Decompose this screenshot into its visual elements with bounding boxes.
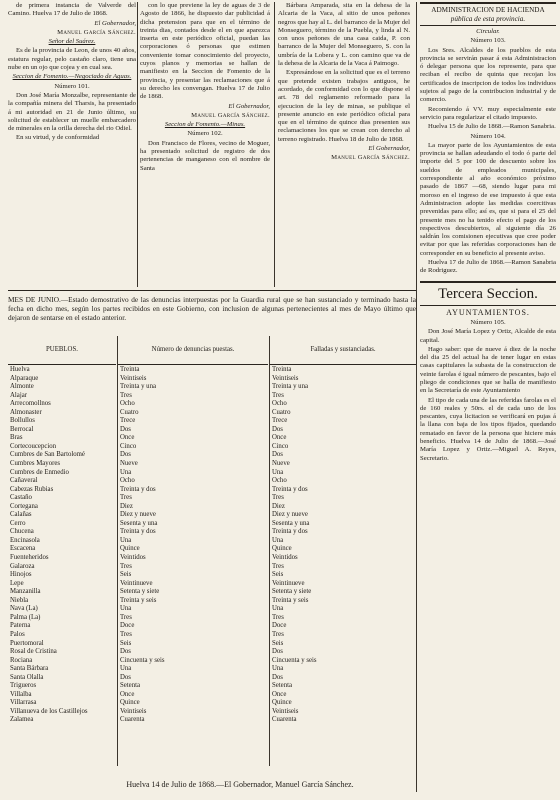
pueblo-cell: Cumbres Mayores <box>10 460 61 468</box>
falladas-cell: Tres <box>272 494 284 502</box>
falladas-cell: Una <box>272 536 284 544</box>
table-row <box>8 563 416 572</box>
column-3 <box>278 2 410 164</box>
falladas-cell: Tres <box>272 613 284 621</box>
denuncias-cell: Cuarenta <box>120 716 145 724</box>
pueblo-cell: Arrecomollnos <box>10 400 51 408</box>
pueblo-cell: Palma (La) <box>10 613 41 621</box>
table-row <box>8 494 416 503</box>
hacienda-header <box>420 2 556 26</box>
denuncias-cell: Treinta y seis <box>120 596 157 604</box>
table-row <box>8 657 416 666</box>
c1-paragraph-2: Es de la provincia de Leon, de unos 40 años, estatura regular, pelo castaño claro, tiene una nube en un ojo que cojea y en cual sea. <box>8 47 136 72</box>
table-body <box>8 366 416 725</box>
denuncias-cell: Dos <box>120 451 131 459</box>
pueblo-cell: Paterna <box>10 622 31 630</box>
denuncias-cell: Dos <box>120 648 131 656</box>
table-row <box>8 366 416 375</box>
c1-heading-1: Señor del Suárez. <box>48 38 96 46</box>
table-row <box>8 597 416 606</box>
denuncias-cell: Treinta y dos <box>120 528 156 536</box>
falladas-cell: Quince <box>272 545 292 553</box>
falladas-cell: Once <box>272 690 287 698</box>
pueblo-cell: Galaroza <box>10 562 35 570</box>
denuncias-cell: Dos <box>120 425 131 433</box>
c2-signature-name: Manuel García Sánchez. <box>191 111 270 119</box>
pueblo-cell: Bollullos <box>10 417 35 425</box>
falladas-cell: Treinta y dos <box>272 485 308 493</box>
denuncias-cell: Tres <box>120 630 132 638</box>
pueblo-cell: Escacena <box>10 545 36 553</box>
ayuntamientos-title: AYUNTAMIENTOS. <box>446 307 530 317</box>
table-top-rule <box>8 290 416 291</box>
falladas-cell: Cuatro <box>272 408 291 416</box>
header-pueblos: PUEBLOS. <box>8 336 116 365</box>
table-row <box>8 580 416 589</box>
table-row <box>8 443 416 452</box>
pueblo-cell: Trigueros <box>10 682 37 690</box>
pueblo-cell: Fuenteheridos <box>10 554 49 562</box>
denuncias-cell: Trece <box>120 417 136 425</box>
falladas-cell: Ocho <box>272 400 287 408</box>
falladas-cell: Dos <box>272 648 283 656</box>
pueblo-cell: Santa Bárbara <box>10 665 49 673</box>
falladas-cell: Ocho <box>272 477 287 485</box>
c4-number-1: Número 103. <box>470 37 506 45</box>
denuncias-cell: Veintiseis <box>120 707 147 715</box>
c3-signature-title: El Gobernador, <box>368 145 410 153</box>
denuncias-cell: Setenta <box>120 682 141 690</box>
denuncias-cell: Una <box>120 665 132 673</box>
denuncias-cell: Cuatro <box>120 408 139 416</box>
falladas-cell: Dos <box>272 673 283 681</box>
falladas-cell: Tres <box>272 391 284 399</box>
pueblo-cell: Alparaque <box>10 374 39 382</box>
denuncias-cell: Dos <box>120 673 131 681</box>
column-2 <box>140 2 270 174</box>
hacienda-subtitle: pública de esta provincia. <box>450 14 526 23</box>
c4-number-3: Número 105. <box>470 318 506 326</box>
pueblo-cell: Calañas <box>10 511 32 519</box>
falladas-cell: Una <box>272 605 284 613</box>
table-row <box>8 511 416 520</box>
table-row <box>8 486 416 495</box>
c4-paragraph-2: Recomiendo á VV. muy especialmente este servicio para regularizar el citado impuesto. <box>420 105 556 121</box>
pueblo-cell: Almonte <box>10 383 34 391</box>
table-row <box>8 682 416 691</box>
falladas-cell: Seis <box>272 571 284 579</box>
denuncias-cell: Ocho <box>120 400 135 408</box>
denuncias-cell: Setenta y siete <box>120 588 160 596</box>
table-caption <box>8 295 416 322</box>
table-row <box>8 605 416 614</box>
c4-paragraph-3: La mayor parte de los Ayuntamientos de esta provincia se hallan adeudando el todo ó parte del importe del 5 por 100 de descuento sobre los sueldos de empleados municipales, correspondiente al año económico próximo pasado de 1867 —68, siendo lugar para mi moroso en el ingreso de ese impuesto á que esta Administracion adopte las medidas coercitivas prevenidas para ello; así es, que si para el 25 del presente mes no ha tenido efecto el pago de los respectivos descubiertos, al siguiente día 26 saldrán los comisionen ejecutivas que cree poder evitar por que las referidas corporaciones han de corresponder en su beneficio al presente aviso. <box>420 141 556 257</box>
c2-paragraph-1: con lo que previene la ley de aguas de 3 de Agosto de 1866, he dispuesto dar publicidad á dicha pretension para que en el término de treinta dias, contados desde el en que aparezca inserta en este periódico oficial, puedan las corporaciones ó personas que estimen conveniente tomar conocimiento del proyecto, cuyos planos y memorias se hallan de manifiesto en la Seccion de Fomento de la provincia, y presentar las reclamaciones que á su derecho les convengan. Huelva 17 de Julio de 1868. <box>140 2 270 101</box>
table-row <box>8 674 416 683</box>
denuncias-cell: Doce <box>120 622 135 630</box>
c3-paragraph-1: Bárbara Amparada, sita en la dehesa de la Alcaria de la Vaca, al sitio de unos peñones negros que hay al L. del barranco de la Mujer del Monseguero, término de la Puebla, y linda al N. con unos peñones de una casa caida, P. con barranco de la Mujer del Monseguero, S. con la umbría de la Lobera y L. con camino que va de la dehesa de la Alcaria de la Vaca á Paimogo. <box>278 2 410 68</box>
c3-signature-name: Manuel García Sánchez. <box>331 154 410 162</box>
table-row <box>8 588 416 597</box>
footer-signature: Huelva 14 de Julio de 1868.—El Gobernador, Manuel García Sánchez. <box>126 780 354 789</box>
table-row <box>8 699 416 708</box>
table-row <box>8 648 416 657</box>
denuncias-cell: Treinta y dos <box>120 485 156 493</box>
denuncias-cell: Quince <box>120 699 140 707</box>
table-row <box>8 631 416 640</box>
pueblo-cell: Villalba <box>10 690 32 698</box>
pueblo-cell: Manzanilla <box>10 588 41 596</box>
falladas-cell: Dos <box>272 425 283 433</box>
falladas-cell: Una <box>272 468 284 476</box>
table-row <box>8 477 416 486</box>
falladas-cell: Dos <box>272 451 283 459</box>
pueblo-cell: Cumbres de San Bartolomé <box>10 451 85 459</box>
denuncias-cell: Tres <box>120 391 132 399</box>
c4-circular-label: Circular. <box>476 28 500 35</box>
pueblo-cell: Palos <box>10 630 25 638</box>
column-divider <box>416 2 417 792</box>
pueblo-cell: Niebla <box>10 596 29 604</box>
falladas-cell: Cuarenta <box>272 716 297 724</box>
falladas-cell: Una <box>272 665 284 673</box>
pueblo-cell: Alajar <box>10 391 27 399</box>
denuncias-cell: Una <box>120 605 132 613</box>
c4-number-2: Número 104. <box>470 132 506 140</box>
column-divider <box>274 2 275 287</box>
table-row <box>8 392 416 401</box>
c4-paragraph-4: Don José María Lopez y Ortiz, Alcalde de esta capital. <box>420 328 556 344</box>
pueblo-cell: Zalamea <box>10 716 34 724</box>
c2-heading: Seccion de Fomento.—Minas. <box>164 121 246 129</box>
table-row <box>8 537 416 546</box>
column-4 <box>420 2 556 464</box>
c1-number: Número 101. <box>54 82 90 90</box>
falladas-cell: Cinco <box>272 442 289 450</box>
falladas-cell: Seis <box>272 639 284 647</box>
falladas-cell: Tres <box>272 562 284 570</box>
falladas-cell: Treinta y dos <box>272 528 308 536</box>
c1-signature-name: Manuel García Sánchez. <box>57 28 136 36</box>
denuncias-cell: Once <box>120 434 135 442</box>
table-row <box>8 409 416 418</box>
falladas-cell: Sesenta y una <box>272 519 310 527</box>
c1-paragraph-1: de primera instancia de Valverde del Camino. Huelva 17 de Julio de 1868. <box>8 2 136 18</box>
c2-signature-title: El Gobernador, <box>228 102 270 110</box>
denuncias-cell: Sesenta y una <box>120 519 158 527</box>
c4-paragraph-6: El tipo de cada una de las referidas farolas es el de 160 reales y 50rs. el de cada uno de los pescantes, cuya licitacion se verificará en pujas á la llana con baja de los tipos fijados, quedando rematado en favor de la persona que hiciere más beneficio. Huelva 14 de Julio de 1868.—José María Lopez y Ortiz.—Miguel A. Reyes, Secretario. <box>420 396 556 462</box>
table-row <box>8 708 416 717</box>
c3-paragraph-2: Expresándose en la solicitud que es el terreno que pretende existen trabajos antiguos, he acordado, de conformidad con lo que dispone el art. 78 del reglamento reformado para la ejecucion de la ley de minas, se publique el presente anuncio en este periódico oficial para que en el término de quince dias presenten sus reclamaciones los que se crean con derecho al terreno registrado. Huelva 18 de Julio de 1868. <box>278 69 410 143</box>
denuncias-cell: Once <box>120 690 135 698</box>
falladas-cell: Diez y nueve <box>272 511 308 519</box>
pueblo-cell: Cumbres de Enmedio <box>10 468 69 476</box>
c2-paragraph-2: Don Francisco de Flores, vecino de Moguer, ha presentado solicitud de registro de dos pertenencias de manganeso con el nombre de Santa <box>140 139 270 172</box>
falladas-cell: Veintinueve <box>272 579 305 587</box>
falladas-cell: Trece <box>272 417 288 425</box>
denuncias-cell: Treinta y una <box>120 383 156 391</box>
denuncias-cell: Quince <box>120 545 140 553</box>
pueblo-cell: Rosal de Cristina <box>10 648 57 656</box>
denuncias-cell: Treinta <box>120 366 140 373</box>
falladas-cell: Diez <box>272 502 285 510</box>
denuncias-cell: Veintinueve <box>120 579 153 587</box>
falladas-cell: Quince <box>272 699 292 707</box>
table-row <box>8 665 416 674</box>
falladas-cell: Once <box>272 434 287 442</box>
pueblo-cell: Hinojos <box>10 571 32 579</box>
denuncias-cell: Una <box>120 468 132 476</box>
falladas-cell: Treinta <box>272 366 292 373</box>
falladas-cell: Setenta y siete <box>272 588 312 596</box>
pueblo-cell: Puertomoral <box>10 639 44 647</box>
pueblo-cell: Cortecoucepcion <box>10 442 57 450</box>
denuncias-cell: Tres <box>120 494 132 502</box>
table-row <box>8 528 416 537</box>
pueblo-cell: Cortegana <box>10 502 38 510</box>
table-row <box>8 691 416 700</box>
pueblo-cell: Encinasola <box>10 536 40 544</box>
table-row <box>8 460 416 469</box>
falladas-cell: Treinta y una <box>272 383 308 391</box>
section-title: Tercera Seccion. <box>420 281 556 306</box>
c1-signature-title: El Gobernador, <box>94 19 136 27</box>
c1-paragraph-4: En su virtud, y de conformidad <box>16 134 100 142</box>
pueblo-cell: Huelva <box>10 366 30 373</box>
c4-date-2: Huelva 17 de Julio de 1868.—Ramon Sanabria de Rodriguez. <box>420 259 556 275</box>
denuncias-cell: Ocho <box>120 477 135 485</box>
table-row <box>8 469 416 478</box>
denuncias-cell: Seis <box>120 639 132 647</box>
c1-heading-2: Seccion de Fomento.—Negociado de Aguas. <box>12 73 132 81</box>
denuncias-cell: Una <box>120 536 132 544</box>
table-row <box>8 417 416 426</box>
falladas-cell: Veintidos <box>272 554 298 562</box>
falladas-cell: Cincuenta y seis <box>272 656 317 664</box>
hacienda-title: ADMINISTRACION DE HACIENDA <box>431 6 545 14</box>
c4-paragraph-5: Hago saber: que de nueve á diez de la noche del dia 25 del actual ha de tener lugar en estas casas capitulares la subasta de la construccion de veinte farolas é igual número de pescantes, bajo el pliego de condiciones que se halla de manifiesto en la Secretaría de este Ayuntamiento <box>420 345 556 395</box>
pueblo-cell: Cabezas Rubias <box>10 485 54 493</box>
pueblo-cell: Almonaster <box>10 408 42 416</box>
header-falladas: Falladas y sustanciadas. <box>270 336 416 365</box>
falladas-cell: Doce <box>272 622 287 630</box>
table-row <box>8 554 416 563</box>
denuncias-cell: Cincuenta y seis <box>120 656 165 664</box>
falladas-cell: Tres <box>272 630 284 638</box>
denuncias-cell: Veintidos <box>120 554 146 562</box>
table-row <box>8 383 416 392</box>
pueblo-cell: Cerro <box>10 519 26 527</box>
table-row <box>8 622 416 631</box>
denuncias-cell: Nueve <box>120 460 138 468</box>
denuncias-table <box>8 336 416 772</box>
table-caption-text: —Estado demostrativo de las denuncias interpuestas por la Guardia rural que se han sustanciado y terminado hasta la fecha en dicho mes, según los partes recibidos en este Gobierno, con inclusion de algunas pertenecientes al mes de Mayo último que dejaron de sentarse en el estado anterior. <box>8 295 416 322</box>
column-divider <box>137 2 138 287</box>
table-row <box>8 451 416 460</box>
pueblo-cell: Cañaveral <box>10 477 38 485</box>
c2-number: Número 102. <box>187 130 223 138</box>
falladas-cell: Treinta y seis <box>272 596 309 604</box>
denuncias-cell: Cinco <box>120 442 137 450</box>
falladas-cell: Nueve <box>272 460 290 468</box>
pueblo-cell: Nava (La) <box>10 605 38 613</box>
pueblo-cell: Villarrasa <box>10 699 37 707</box>
pueblo-cell: Rociana <box>10 656 33 664</box>
c4-date-1: Huelva 15 de Julio de 1868.—Ramon Sanabria. <box>428 123 556 131</box>
pueblo-cell: Santa Olalla <box>10 673 44 681</box>
table-row <box>8 614 416 623</box>
table-row <box>8 426 416 435</box>
denuncias-cell: Tres <box>120 562 132 570</box>
table-row <box>8 375 416 384</box>
falladas-cell: Veintiseis <box>272 374 299 382</box>
table-row <box>8 434 416 443</box>
c1-paragraph-3: Don José María Monzalbe, representante de la compañía minera del Tharsis, ha presentado á mi autoridad en 21 de Junio último, su solicitud de establecer un muelle embarcadero de minerales en la orilla derecha del rio Odiel. <box>8 91 136 133</box>
table-row <box>8 400 416 409</box>
pueblo-cell: Lepe <box>10 579 24 587</box>
table-row <box>8 503 416 512</box>
table-row <box>8 545 416 554</box>
pueblo-cell: Berrocal <box>10 425 34 433</box>
falladas-cell: Veintiseis <box>272 707 299 715</box>
denuncias-cell: Veintiseis <box>120 374 147 382</box>
pueblo-cell: Villanueva de los Castillejos <box>10 707 88 715</box>
denuncias-cell: Diez y nueve <box>120 511 156 519</box>
denuncias-cell: Diez <box>120 502 133 510</box>
table-row <box>8 716 416 725</box>
table-row <box>8 640 416 649</box>
header-denuncias: Número de denuncias puestas. <box>118 336 268 365</box>
falladas-cell: Setenta <box>272 682 293 690</box>
pueblo-cell: Castaño <box>10 494 32 502</box>
column-1 <box>8 2 136 144</box>
denuncias-cell: Seis <box>120 571 132 579</box>
pueblo-cell: Bras <box>10 434 23 442</box>
denuncias-cell: Tres <box>120 613 132 621</box>
c4-paragraph-1: Los Sres. Alcaldes de los pueblos de esta provincia se servirán pasar á esta Administracion ó delegar persona que los represente, para que reciban el recibo de quinta que recojan los certificados de inscripcion de todos los individuos sujetos al pago de la contribucion industrial y de comercio. <box>420 46 556 104</box>
table-row <box>8 571 416 580</box>
table-row <box>8 520 416 529</box>
pueblo-cell: Chucena <box>10 528 34 536</box>
table-caption-lead: MES DE JUNIO. <box>8 295 61 304</box>
